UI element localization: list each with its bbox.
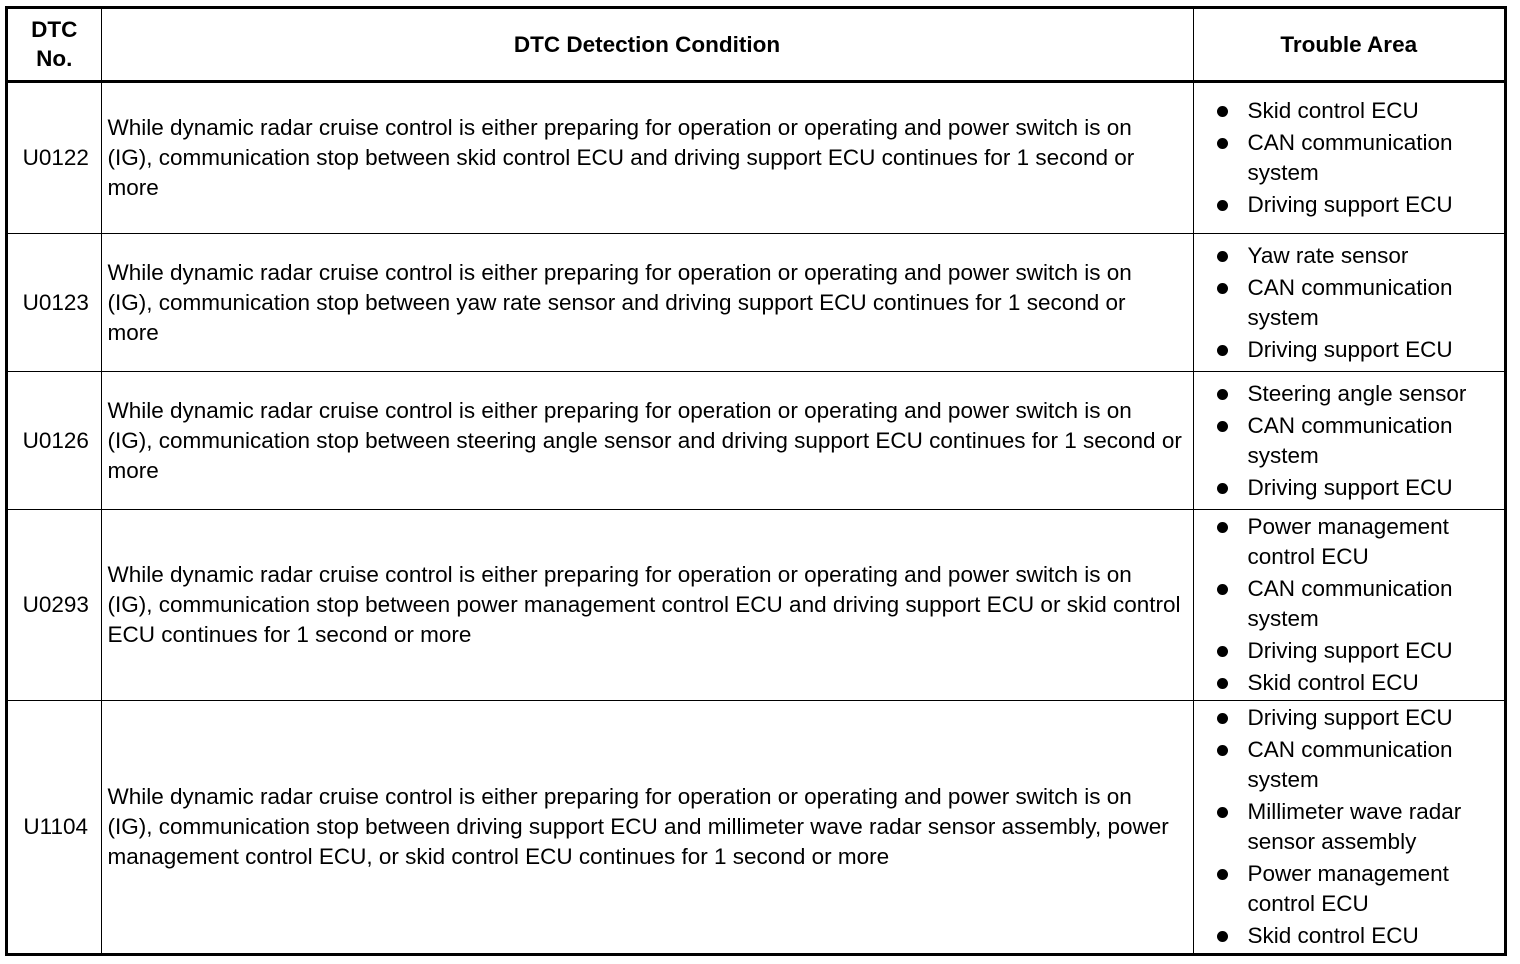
bullet-icon — [1217, 584, 1228, 595]
table-row — [8, 372, 1504, 510]
trouble-area-list — [1194, 703, 1501, 951]
bullet-icon — [1217, 345, 1228, 356]
trouble-area — [1193, 81, 1504, 234]
list-item: Driving support ECU — [1194, 703, 1501, 733]
bullet-icon — [1217, 931, 1228, 942]
header-row — [8, 9, 1504, 81]
bullet-icon — [1217, 678, 1228, 689]
list-item: Driving support ECU — [1194, 473, 1501, 503]
list-item: Skid control ECU — [1194, 668, 1501, 698]
list-item: Power management control ECU — [1194, 512, 1501, 572]
list-item: Millimeter wave radar sensor assembly — [1194, 797, 1501, 857]
bullet-icon — [1217, 283, 1228, 294]
list-item: CAN communication system — [1194, 735, 1501, 795]
list-item: CAN communication system — [1194, 128, 1501, 188]
dtc-code: U0126 — [8, 372, 101, 510]
list-item: Yaw rate sensor — [1194, 241, 1501, 271]
detection-condition: While dynamic radar cruise control is either preparing for operation or operating and power switch is on (IG), communication stop between power management control ECU and driving support ECU or skid control ECU continues for 1 second or more — [101, 510, 1193, 701]
trouble-area-list — [1194, 241, 1501, 365]
bullet-icon — [1217, 421, 1228, 432]
bullet-icon — [1217, 389, 1228, 400]
bullet-icon — [1217, 251, 1228, 262]
bullet-icon — [1217, 138, 1228, 149]
bullet-icon — [1217, 200, 1228, 211]
trouble-area — [1193, 701, 1504, 954]
bullet-icon — [1217, 106, 1228, 117]
list-item: Driving support ECU — [1194, 636, 1501, 666]
list-item: CAN communication system — [1194, 411, 1501, 471]
table-row — [8, 234, 1504, 372]
bullet-icon — [1217, 745, 1228, 756]
list-item: CAN communication system — [1194, 273, 1501, 333]
dtc-table-frame — [5, 6, 1507, 956]
dtc-code: U1104 — [8, 701, 101, 954]
header-detection-condition: DTC Detection Condition — [101, 9, 1193, 81]
dtc-table — [8, 9, 1504, 953]
bullet-icon — [1217, 522, 1228, 533]
trouble-area — [1193, 234, 1504, 372]
bullet-icon — [1217, 869, 1228, 880]
header-dtc-no: DTC No. — [8, 9, 101, 81]
trouble-area — [1193, 372, 1504, 510]
list-item: Skid control ECU — [1194, 921, 1501, 951]
list-item: Steering angle sensor — [1194, 379, 1501, 409]
table-row — [8, 81, 1504, 234]
detection-condition: While dynamic radar cruise control is either preparing for operation or operating and power switch is on (IG), communication stop between steering angle sensor and driving support ECU continues for 1 second or more — [101, 372, 1193, 510]
detection-condition: While dynamic radar cruise control is either preparing for operation or operating and power switch is on (IG), communication stop between skid control ECU and driving support ECU continues for 1 second or more — [101, 81, 1193, 234]
list-item: CAN communication system — [1194, 574, 1501, 634]
list-item: Power management control ECU — [1194, 859, 1501, 919]
detection-condition: While dynamic radar cruise control is either preparing for operation or operating and power switch is on (IG), communication stop between driving support ECU and millimeter wave radar sensor assembly, power management control ECU, or skid control ECU continues for 1 second or more — [101, 701, 1193, 954]
list-item: Skid control ECU — [1194, 96, 1501, 126]
table-row — [8, 510, 1504, 701]
list-item: Driving support ECU — [1194, 335, 1501, 365]
trouble-area-list — [1194, 379, 1501, 503]
bullet-icon — [1217, 807, 1228, 818]
table-row — [8, 701, 1504, 954]
trouble-area — [1193, 510, 1504, 701]
dtc-code: U0122 — [8, 81, 101, 234]
bullet-icon — [1217, 483, 1228, 494]
dtc-code: U0123 — [8, 234, 101, 372]
list-item: Driving support ECU — [1194, 190, 1501, 220]
detection-condition: While dynamic radar cruise control is either preparing for operation or operating and power switch is on (IG), communication stop between yaw rate sensor and driving support ECU continues for 1 second or more — [101, 234, 1193, 372]
bullet-icon — [1217, 646, 1228, 657]
dtc-code: U0293 — [8, 510, 101, 701]
trouble-area-list — [1194, 96, 1501, 220]
bullet-icon — [1217, 713, 1228, 724]
trouble-area-list — [1194, 512, 1501, 698]
header-trouble-area: Trouble Area — [1193, 9, 1504, 81]
